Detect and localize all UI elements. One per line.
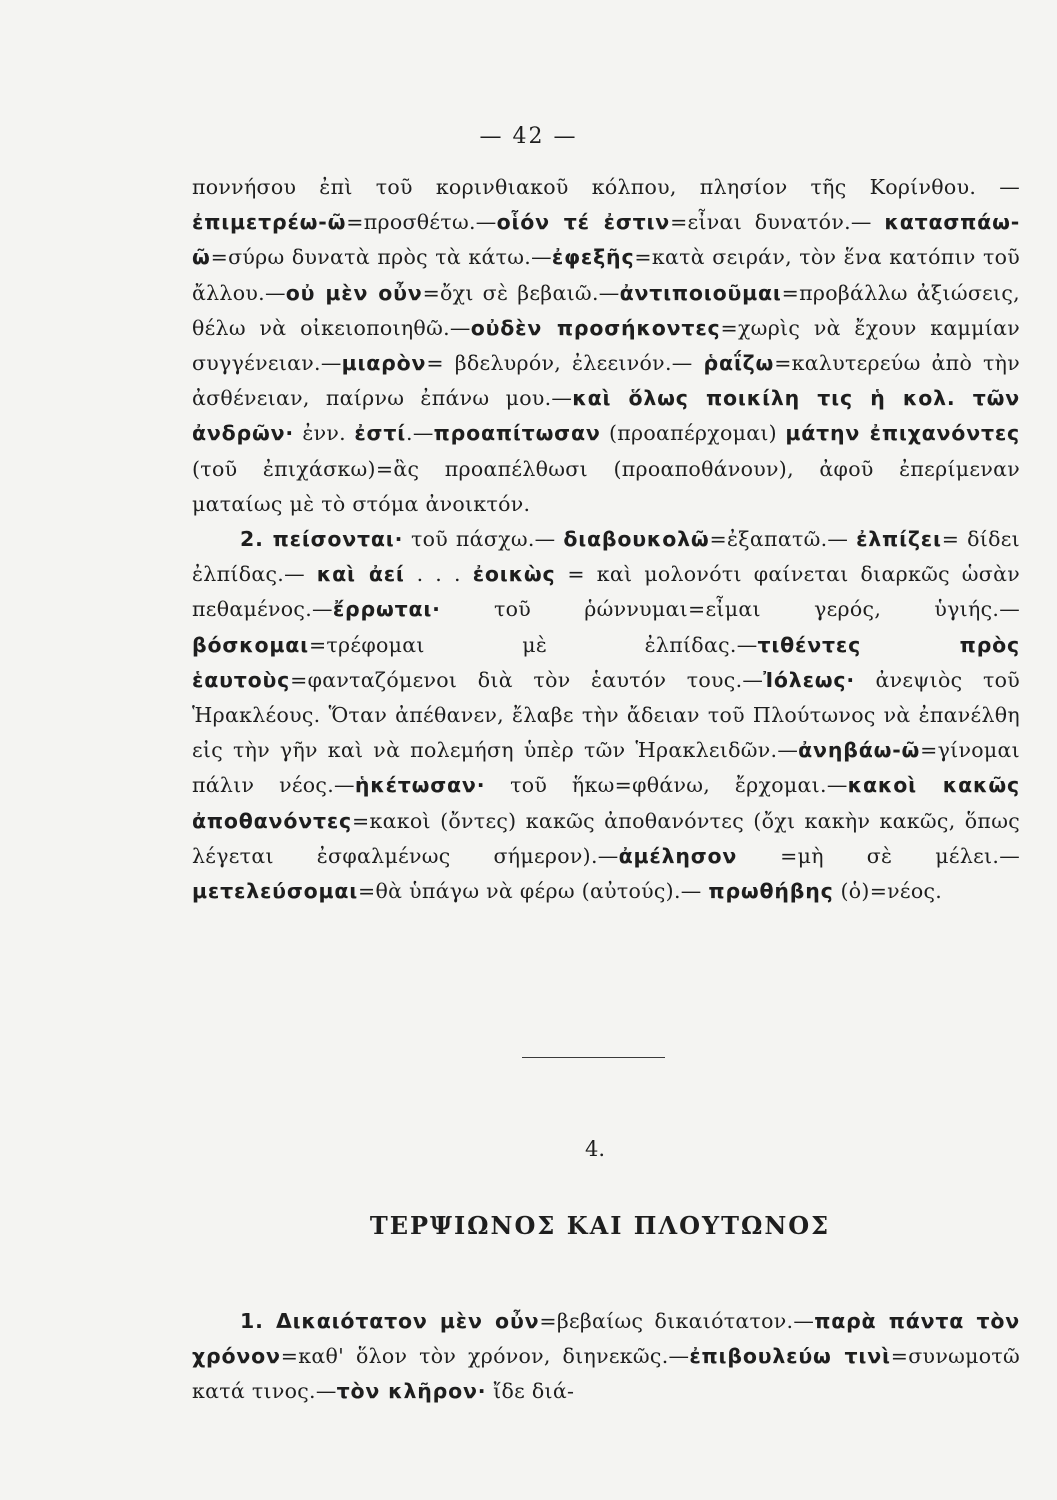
gloss-text: =τρέφομαι μὲ ἐλπίδας.— (308, 632, 758, 657)
glossary-block-1 (192, 170, 1020, 909)
section-title: ΤΕΡΨΙΩΝΟΣ ΚΑΙ ΠΛΟΥΤΩΝΟΣ (369, 1211, 831, 1240)
headword: οἷόν τέ ἐστιν (496, 210, 671, 235)
gloss-text: = δίδει ἐλπίδας.— (192, 527, 1020, 587)
section-number: 4. (584, 1137, 606, 1161)
gloss-text: ἴδε διά- (486, 1379, 575, 1404)
headword: ἐοικὼς (472, 562, 556, 587)
gloss-text: =φανταζόμενοι διὰ τὸν ἑαυτόν τους.— (290, 667, 764, 692)
headword: Ἰόλεως· (763, 667, 855, 692)
headword: διαβουκολῶ (563, 527, 710, 552)
headword: ἡκέτωσαν· (354, 773, 486, 798)
headword: κατασπάω-ῶ (192, 210, 1020, 270)
headword: τὸν κλῆρον· (336, 1379, 487, 1404)
headword: ἐλπίζει (856, 527, 942, 552)
headword: 1. Δικαιότατον μὲν οὖν (240, 1309, 540, 1333)
gloss-text: τοῦ ἥκω=φθάνω, ἔρχομαι.— (485, 773, 848, 798)
gloss-text: =εἶναι δυνατόν.— (670, 210, 885, 235)
gloss-text: =ὄχι σὲ βεβαιῶ.— (422, 280, 620, 305)
headword: κακοὶ κακῶς ἀποθανόντες (192, 773, 1020, 833)
gloss-text: =καθ' ὅλον τὸν χρόνον, διηνεκῶς.— (280, 1344, 690, 1369)
gloss-text: =καλυτερεύω ἀπὸ τὴν ἀσθένειαν, παίρνω ἐπάνω μου.— (192, 351, 1021, 411)
gloss-text: = βδελυρόν, ἐλεεινόν.— (426, 351, 704, 376)
glossary-block-2 (192, 1304, 1020, 1410)
gloss-text: =ἐξαπατῶ.— (709, 527, 857, 552)
headword: ἐπιβουλεύω τινὶ (689, 1344, 891, 1369)
headword: ἀνηβάω-ῶ (798, 738, 921, 763)
headword: καὶ ἀεί (316, 562, 405, 587)
gloss-text: ποννήσου ἐπὶ τοῦ κορινθιακοῦ κόλπου, πλησίον τῆς Κορίνθου. — (192, 175, 1020, 199)
headword: μετελεύσομαι (192, 879, 359, 904)
headword: ἀντιποιοῦμαι (619, 280, 782, 305)
headword: μιαρὸν (341, 351, 427, 376)
headword: προαπίτωσαν (433, 421, 601, 446)
headword: ἀμέλησον (618, 843, 738, 868)
gloss-text: =χωρὶς νὰ ἔχουν καμμίαν συγγένειαν.— (192, 315, 1020, 376)
headword: παρὰ πάντα τὸν χρόνον (192, 1309, 1020, 1369)
gloss-text: =θὰ ὑπάγω νὰ φέρω (αὐτούς).— (358, 879, 709, 904)
page-number: — 42 — (479, 124, 578, 149)
headword: τιθέντες πρὸς ἑαυτοὺς (192, 632, 1020, 692)
gloss-text: =προσθέτω.— (346, 210, 497, 235)
gloss-text: =γίνομαι πάλιν νέος.— (192, 738, 1020, 798)
gloss-text: (ὁ)=νέος. (833, 879, 943, 904)
headword: 2. πείσονται· (240, 527, 404, 552)
gloss-text: =κατὰ σειράν, τὸν ἕνα κατόπιν τοῦ ἄλλου.— (192, 245, 1020, 305)
headword: οὐδὲν προσήκοντες (470, 315, 721, 340)
gloss-text: .— (406, 421, 434, 446)
headword: μάτην ἐπιχανόντες (785, 421, 1021, 446)
gloss-text: =προβάλλω ἀξιώσεις, θέλω νὰ οἰκειοποιηθῶ.— (192, 280, 1020, 340)
gloss-text: =μὴ σὲ μέλει.— (737, 843, 1020, 868)
headword: καὶ ὅλως ποικίλη τις ἡ κολ. τῶν ἀνδρῶν· (192, 386, 1020, 446)
headword: πρωθήβης (708, 879, 834, 904)
gloss-text: ἀνεψιὸς τοῦ Ἡρακλέους. Ὅταν ἀπέθανεν, ἔλαβε τὴν ἄδειαν τοῦ Πλούτωνος νὰ ἐπανέλθη εἰς τὴν γῆν καὶ νὰ πολεμήση ὑπὲρ τῶν Ἡρακλειδῶν.— (192, 667, 1020, 763)
gloss-text: =βεβαίως δικαιότατον.— (539, 1309, 815, 1333)
gloss-text: =σύρω δυνατὰ πρὸς τὰ κάτω.— (210, 245, 552, 270)
headword: ἐπιμετρέω-ῶ (192, 210, 347, 235)
headword: οὐ μὲν οὖν (285, 280, 423, 305)
gloss-text: . . . (404, 562, 473, 587)
headword: ῥαΐζω (703, 351, 775, 376)
gloss-text: =κακοὶ (ὄντες) κακῶς ἀποθανόντες (ὄχι κακὴν κακῶς, ὅπως λέγεται ἐσφαλμένως σήμερον).— (192, 808, 1020, 868)
headword: βόσκομαι (192, 632, 309, 657)
headword: ἔρρωται· (332, 597, 441, 622)
headword: ἐφεξῆς (551, 245, 635, 270)
section-divider (522, 1057, 665, 1058)
gloss-text: (προαπέρχομαι) (600, 421, 786, 446)
gloss-text: τοῦ πάσχω.— (403, 527, 564, 552)
gloss-text: (τοῦ ἐπιχάσκω)=ἃς προαπέλθωσι (προαποθάνουν), ἀφοῦ ἐπερίμεναν ματαίως μὲ τὸ στόμα ἀνοικτόν. (192, 456, 1020, 516)
gloss-text: τοῦ ῥώννυμαι=εἶμαι γερός, ὑγιής.— (440, 597, 1020, 622)
gloss-text: ἐνν. (293, 421, 355, 446)
headword: ἐστί (354, 421, 406, 446)
gloss-text: = καὶ μολονότι φαίνεται διαρκῶς ὡσὰν πεθαμένος.— (192, 562, 1020, 622)
gloss-text: =συνωμοτῶ κατά τινος.— (192, 1344, 1021, 1404)
